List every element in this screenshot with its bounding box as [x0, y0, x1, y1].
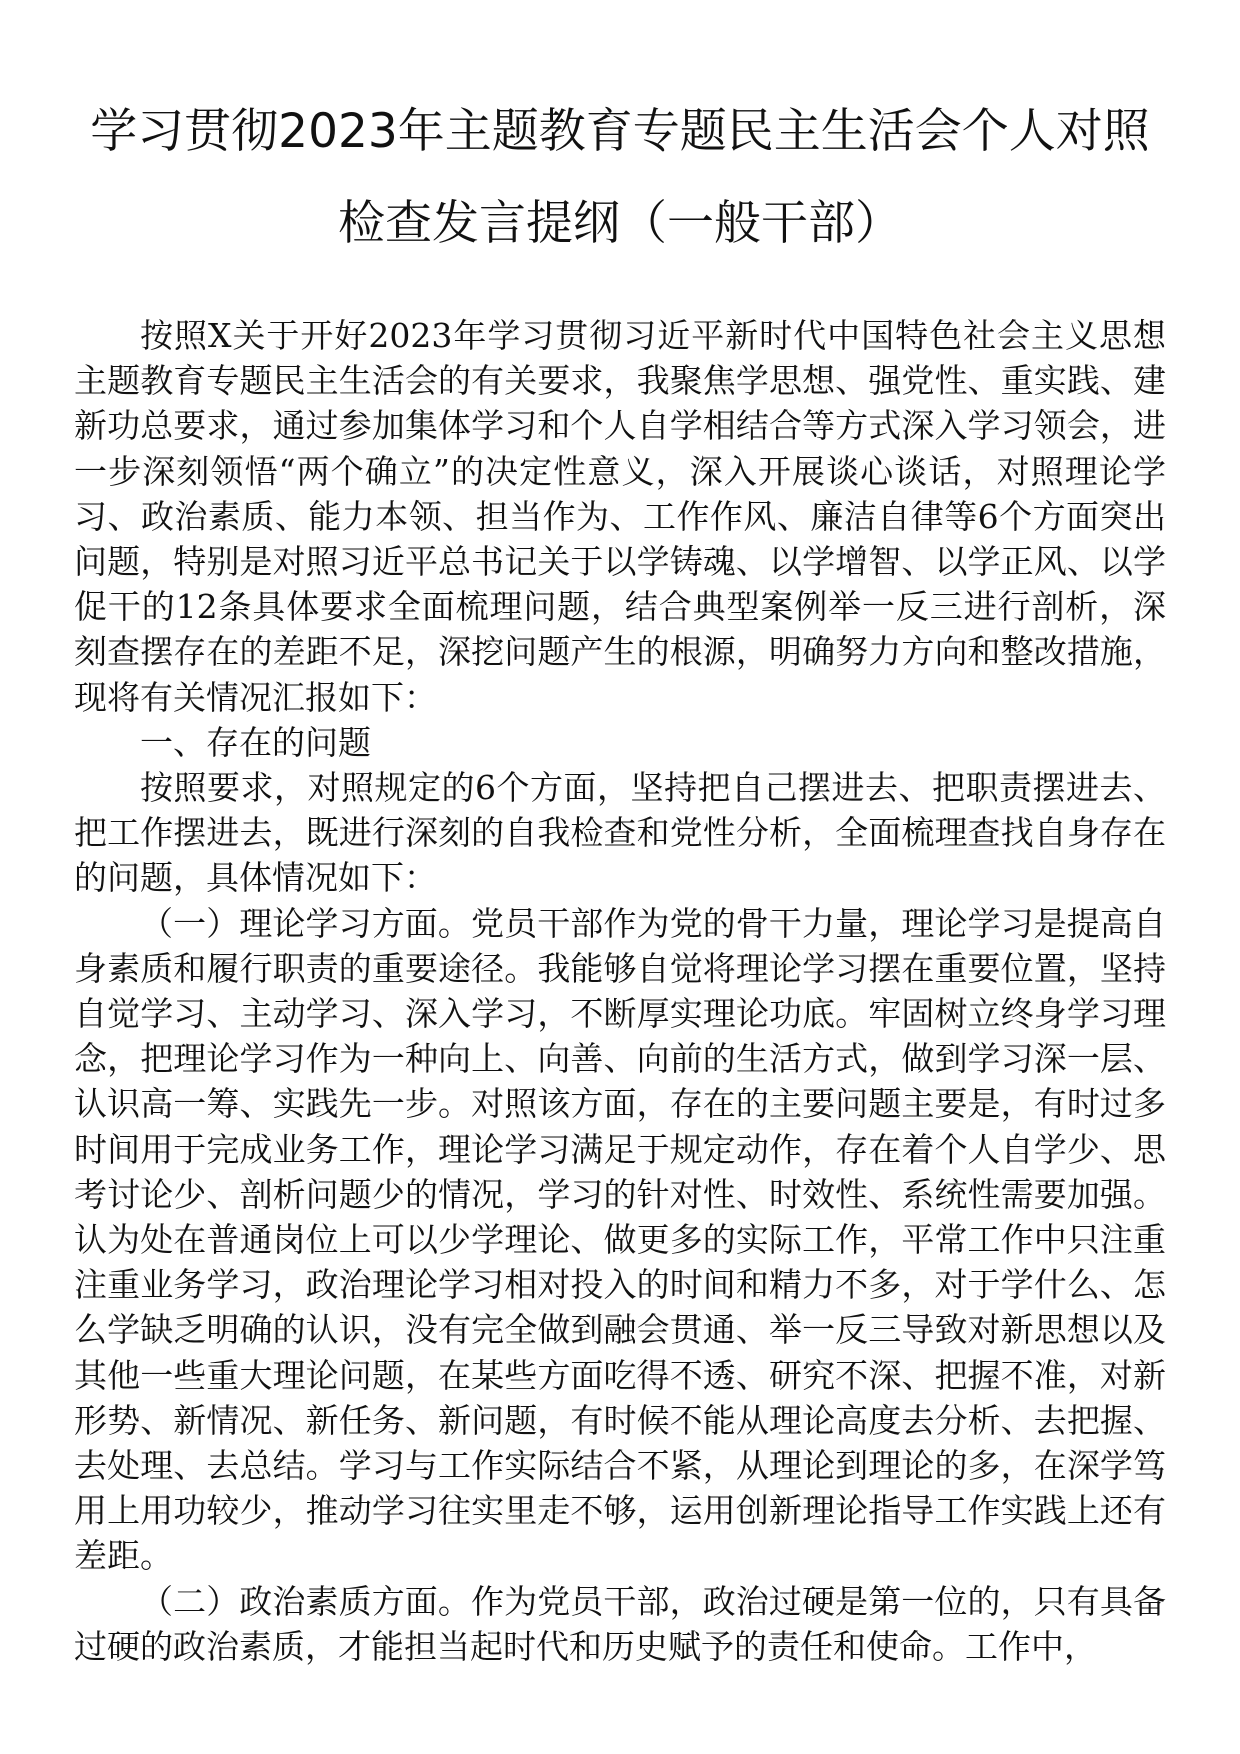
political-quality-paragraph: （二）政治素质方面。作为党员干部，政治过硬是第一位的，只有具备过硬的政治素质，才能担当起时代和历史赋予的责任和使命。工作中，	[74, 1581, 1166, 1666]
document-title-line-1: 学习贯彻2023年主题教育专题民主生活会个人对照	[90, 104, 1150, 159]
problems-intro-paragraph: 按照要求，对照规定的6个方面，坚持把自己摆进去、把职责摆进去、把工作摆进去，既进行深刻的自我检查和党性分析，全面梳理查找自身存在的问题，具体情况如下：	[74, 768, 1166, 898]
document-title-line-2: 检查发言提纲（一般干部）	[338, 196, 902, 251]
theory-study-paragraph: （一）理论学习方面。党员干部作为党的骨干力量，理论学习是提高自身素质和履行职责的重要途径。我能够自觉将理论学习摆在重要位置，坚持自觉学习、主动学习、深入学习，不断厚实理论功底。牢固树立终身学习理念，把理论学习作为一种向上、向善、向前的生活方式，做到学习深一层、认识高一筹、实践先一步。对照该方面，存在的主要问题主要是，有时过多时间用于完成业务工作，理论学习满足于规定动作，存在着个人自学少、思考讨论少、剖析问题少的情况，学习的针对性、时效性、系统性需要加强。认为处在普通岗位上可以少学理论、做更多的实际工作，平常工作中只注重注重业务学习，政治理论学习相对投入的时间和精力不多，对于学什么、怎么学缺乏明确的认识，没有完全做到融会贯通、举一反三导致对新思想以及其他一些重大理论问题，在某些方面吃得不透、研究不深、把握不准，对新形势、新情况、新任务、新问题，有时候不能从理论高度去分析、去把握、去处理、去总结。学习与工作实际结合不紧，从理论到理论的多，在深学笃用上用功较少，推动学习往实里走不够，运用创新理论指导工作实践上还有差距。	[74, 903, 1166, 1576]
document-body	[74, 313, 1166, 1669]
intro-paragraph: 按照X关于开好2023年学习贯彻习近平新时代中国特色社会主义思想主题教育专题民主生活会的有关要求，我聚焦学思想、强党性、重实践、建新功总要求，通过参加集体学习和个人自学相结合等方式深入学习领会，进一步深刻领悟“两个确立”的决定性意义，深入开展谈心谈话，对照理论学习、政治素质、能力本领、担当作为、工作作风、廉洁自律等6个方面突出问题，特别是对照习近平总书记关于以学铸魂、以学增智、以学正风、以学促干的12条具体要求全面梳理问题，结合典型案例举一反三进行剖析，深刻查摆存在的差距不足，深挖问题产生的根源，明确努力方向和整改措施，现将有关情况汇报如下：	[74, 316, 1166, 717]
section-heading-problems: 一、存在的问题	[140, 722, 371, 762]
